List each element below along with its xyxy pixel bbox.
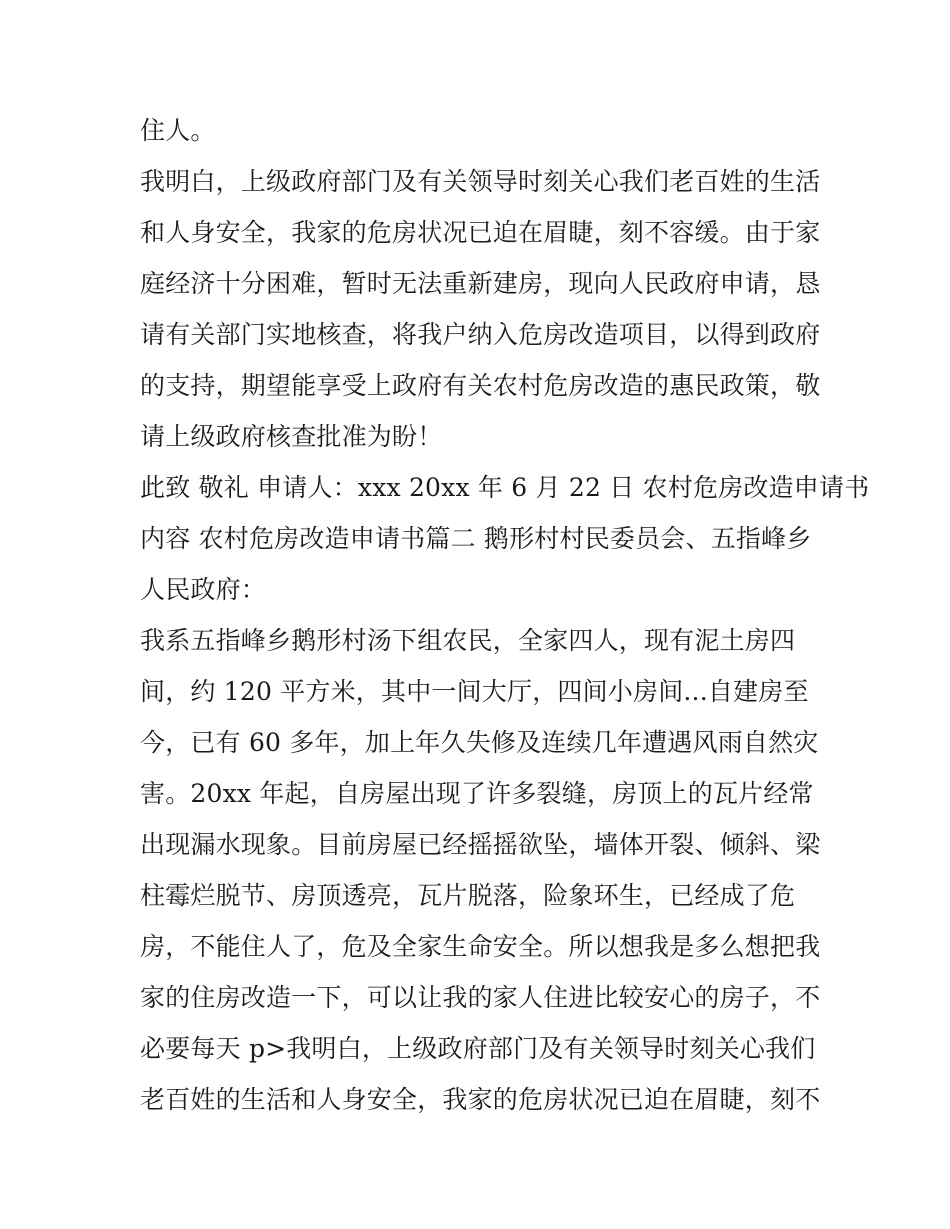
text-line: 家的住房改造一下，可以让我的家人住进比较安心的房子，不 [140, 983, 821, 1012]
text-line: 间，约 120 平方米，其中一间大厅，四间小房间...自建房至 [140, 677, 809, 706]
text-line: 内容 农村危房改造申请书篇二 鹅形村村民委员会、五指峰乡 [140, 524, 812, 553]
text-line: 的支持，期望能享受上政府有关农村危房改造的惠民政策，敬 [140, 371, 821, 400]
text-line: 今，已有 60 多年，加上年久失修及连续几年遭遇风雨自然灾 [140, 728, 819, 757]
text-line: 我系五指峰乡鹅形村汤下组农民，全家四人，现有泥土房四 [140, 626, 796, 655]
text-line: 此致 敬礼 申请人：xxx 20xx 年 6 月 22 日 农村危房改造申请书 [140, 473, 870, 502]
text-line: 住人。 [140, 116, 216, 145]
text-line: 请有关部门实地核查，将我户纳入危房改造项目，以得到政府 [140, 320, 821, 349]
document-body [140, 105, 870, 1125]
text-line: 人民政府： [140, 575, 267, 604]
text-line: 老百姓的生活和人身安全，我家的危房状况已迫在眉睫，刻不 [140, 1085, 821, 1114]
text-line: 必要每天 p>我明白，上级政府部门及有关领导时刻关心我们 [140, 1034, 816, 1063]
text-line: 和人身安全，我家的危房状况已迫在眉睫，刻不容缓。由于家 [140, 218, 821, 247]
text-line: 柱霉烂脱节、房顶透亮，瓦片脱落，险象环生，已经成了危 [140, 881, 796, 910]
text-line: 请上级政府核查批准为盼！ [140, 422, 443, 451]
text-line: 房，不能住人了，危及全家生命安全。所以想我是多么想把我 [140, 932, 821, 961]
text-line: 我明白，上级政府部门及有关领导时刻关心我们老百姓的生活 [140, 167, 821, 196]
text-line: 害。20xx 年起，自房屋出现了许多裂缝，房顶上的瓦片经常 [140, 779, 814, 808]
text-line: 庭经济十分困难，暂时无法重新建房，现向人民政府申请，恳 [140, 269, 821, 298]
text-line: 出现漏水现象。目前房屋已经摇摇欲坠，墙体开裂、倾斜、梁 [140, 830, 821, 859]
